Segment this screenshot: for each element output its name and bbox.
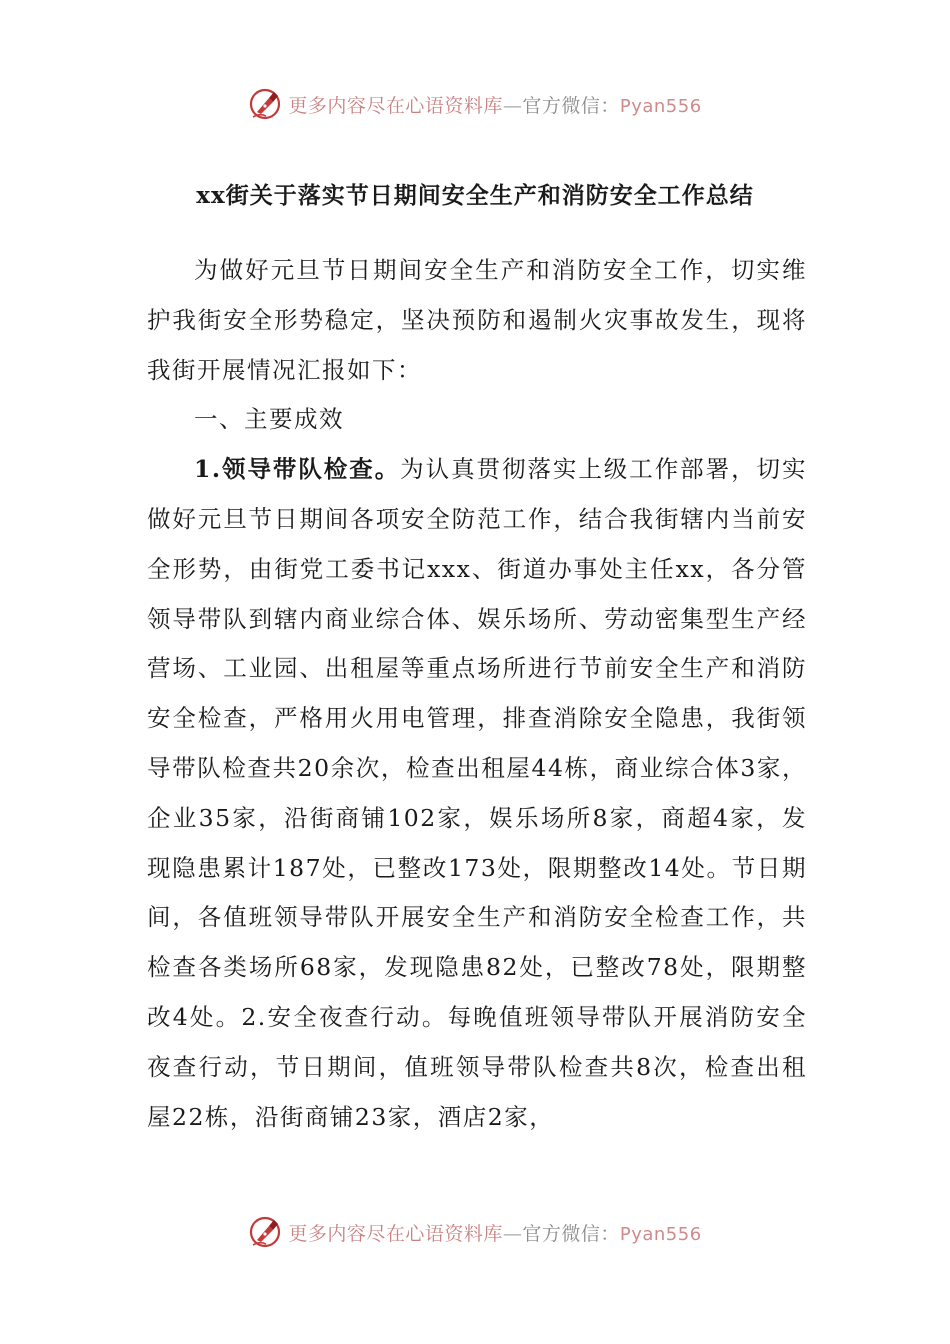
watermark-footer bbox=[0, 1212, 950, 1252]
pen-nib-logo-icon bbox=[248, 1214, 284, 1250]
intro-paragraph: 为做好元旦节日期间安全生产和消防安全工作，切实维护我街安全形势稳定，坚决预防和遏制火灾事故发生，现将我街开展情况汇报如下： bbox=[147, 256, 807, 384]
document-body bbox=[147, 246, 807, 1142]
item-leadership-inspection-lead: 1.领导带队检查。 bbox=[194, 455, 401, 484]
watermark-wechat-id: Pyan556 bbox=[619, 1223, 702, 1245]
watermark-header bbox=[0, 84, 950, 124]
watermark-wechat-label: 官方微信： bbox=[522, 1222, 620, 1245]
pen-nib-logo-icon bbox=[248, 86, 284, 122]
watermark-wechat-id: Pyan556 bbox=[619, 95, 702, 117]
watermark-brand: 更多内容尽在心语资料库 bbox=[288, 94, 503, 117]
watermark-dash: — bbox=[502, 1222, 523, 1245]
section-heading-main-results: 一、主要成效 bbox=[194, 405, 344, 434]
watermark-dash: — bbox=[502, 94, 523, 117]
watermark-text bbox=[288, 1219, 701, 1246]
watermark-wechat-label: 官方微信： bbox=[522, 94, 620, 117]
item-leadership-inspection-paragraph bbox=[147, 445, 807, 1142]
watermark-text bbox=[288, 91, 701, 118]
watermark-brand: 更多内容尽在心语资料库 bbox=[288, 1222, 503, 1245]
item-leadership-inspection-body: 为认真贯彻落实上级工作部署，切实做好元旦节日期间各项安全防范工作，结合我街辖内当前安全形势，由街党工委书记xxx、街道办事处主任xx，各分管领导带队到辖内商业综合体、娱乐场所、劳动密集型生产经营场、工业园、出租屋等重点场所进行节前安全生产和消防安全检查，严格用火用电管理，排查消除安全隐患，我街领导带队检查共20余次，检查出租屋44栋，商业综合体3家，企业35家，沿街商铺102家，娱乐场所8家，商超4家，发现隐患累计187处，已整改173处，限期整改14处。节日期间，各值班领导带队开展安全生产和消防安全检查工作，共检查各类场所68家，发现隐患82处，已整改78处，限期整改4处。2.安全夜查行动。每晚值班领导带队开展消防安全夜查行动，节日期间，值班领导带队检查共8次，检查出租屋22栋，沿街商铺23家，酒店2家， bbox=[147, 455, 807, 1131]
document-title: xx街关于落实节日期间安全生产和消防安全工作总结 bbox=[196, 182, 754, 209]
